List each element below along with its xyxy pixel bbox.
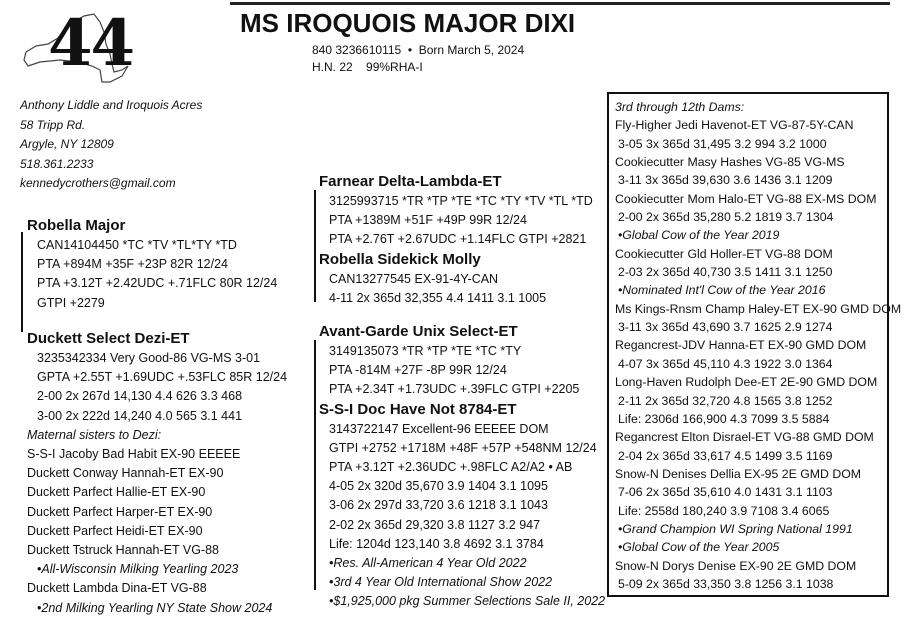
ancestor-dam-name: Regancrest Elton Disrael-ET VG-88 GMD DOM <box>615 430 874 445</box>
ancestor-dam-name: Regancrest-JDV Hanna-ET EX-90 GMD DOM <box>615 338 867 353</box>
extended-dams-list <box>615 98 901 593</box>
ancestor-dam-name: Snow-N Dorys Denise EX-90 2E GMD DOM <box>615 558 857 573</box>
dam-dam-line: Life: 1204d 123,140 3.8 4692 3.1 3784 <box>329 536 544 551</box>
dam-line: GPTA +2.55T +1.69UDC +.53FLC 85R 12/24 <box>37 370 288 385</box>
ancestor-dam-record: 3-11 3x 365d 39,630 3.6 1436 3.1 1209 <box>618 173 833 188</box>
sire-line: GTPI +2279 <box>37 295 105 310</box>
dam-name: Duckett Select Dezi-ET <box>27 330 190 347</box>
ancestor-dam-record: 4-07 3x 365d 45,110 4.3 1922 3.0 1364 <box>618 356 833 371</box>
sire-name: Robella Major <box>27 217 126 234</box>
consignor-street: 58 Tripp Rd. <box>20 117 86 132</box>
animal-name-title: MS IROQUOIS MAJOR DIXI <box>240 8 576 38</box>
sire-block <box>27 216 277 313</box>
ancestor-dam-record: 2-00 2x 365d 35,280 5.2 1819 3.7 1304 <box>618 210 834 225</box>
ancestor-dam-note: •Nominated Int'l Cow of the Year 2016 <box>618 283 826 298</box>
consignor-info <box>20 96 202 194</box>
dam-sire-line: PTA +2.34T +1.73UDC +.39FLC GTPI +2205 <box>329 382 580 397</box>
sire-line: CAN14104450 *TC *TV *TL*TY *TD <box>37 238 237 252</box>
ancestor-dam-record: 2-11 2x 365d 32,720 4.8 1565 3.8 1252 <box>618 393 833 408</box>
extended-dams-heading: 3rd through 12th Dams: <box>615 100 745 114</box>
sire-sire-line: PTA +2.76T +2.67UDC +1.14FLC GTPI +2821 <box>329 232 587 247</box>
sire-sire-bracket <box>314 190 316 302</box>
ancestor-dam-record: 5-09 2x 365d 33,350 3.8 1256 3.1 1038 <box>618 576 834 591</box>
maternal-sister: Duckett Lambda Dina-ET VG-88 <box>27 581 207 596</box>
top-rule <box>230 2 890 5</box>
ancestor-dam-note: •Global Cow of the Year 2005 <box>618 540 780 555</box>
ancestor-dam-record: 3-05 3x 365d 31,495 3.2 994 3.2 1000 <box>618 136 827 151</box>
sire-dam-name: Robella Sidekick Molly <box>319 250 481 268</box>
maternal-sister: S-S-I Jacoby Bad Habit EX-90 EEEEE <box>27 447 241 462</box>
sire-dam-line: 4-11 2x 365d 32,355 4.4 1411 3.1 1005 <box>329 290 547 305</box>
dam-dam-line: 2-02 2x 365d 29,320 3.8 1127 3.2 947 <box>329 517 541 532</box>
ancestor-dam-record: 3-11 3x 365d 43,690 3.7 1625 2.9 1274 <box>618 320 833 335</box>
consignor-name: Anthony Liddle and Iroquois Acres <box>20 98 203 112</box>
ancestor-dam-name: Ms Kings-Rnsm Champ Haley-ET EX-90 GMD DOM <box>615 301 902 316</box>
dam-sire-block <box>319 322 605 612</box>
rha-percent: 99%RHA-I <box>366 60 423 74</box>
lot-number: 44 <box>48 6 134 81</box>
ancestor-dam-name: Cookiecutter Masy Hashes VG-85 VG-MS <box>615 155 845 170</box>
ancestor-dam-record: 2-04 2x 365d 33,617 4.5 1499 3.5 1169 <box>618 448 833 463</box>
dam-sire-name: Avant-Garde Unix Select-ET <box>319 323 518 340</box>
sister-note: •All-Wisconsin Milking Yearling 2023 <box>37 562 239 577</box>
sister-note: •2nd Milking Yearling NY State Show 2024 <box>37 600 273 615</box>
dam-line: 3235342334 Very Good-86 VG-MS 3-01 <box>37 351 261 365</box>
dam-block <box>27 329 287 618</box>
ancestor-dam-name: Snow-N Denises Dellia EX-95 2E GMD DOM <box>615 466 862 481</box>
maternal-sisters-label: Maternal sisters to Dezi: <box>27 427 162 442</box>
sire-sire-block <box>319 172 593 308</box>
dam-dam-line: GTPI +2752 +1718M +48F +57P +548NM 12/24 <box>329 440 597 455</box>
sire-line: PTA +3.12T +2.42UDC +.71FLC 80R 12/24 <box>37 276 278 291</box>
dam-line: 2-00 2x 267d 14,130 4.4 626 3.3 468 <box>37 389 243 404</box>
sire-sire-line: PTA +1389M +51F +49P 99R 12/24 <box>329 213 527 228</box>
ancestor-dam-name: Cookiecutter Mom Halo-ET VG-88 EX-MS DOM <box>615 191 877 206</box>
maternal-sister: Duckett Parfect Harper-ET EX-90 <box>27 504 213 519</box>
sire-sire-line: 3125993715 *TR *TP *TE *TC *TY *TV *TL *TD <box>329 194 593 208</box>
ancestor-dam-record: Life: 2306d 166,900 4.3 7099 3.5 5884 <box>618 411 830 426</box>
registration-block: 840 3236610115 • Born March 5, 2024 H.N. 22 99%RHA-I <box>312 43 525 74</box>
ancestor-dam-name: Cookiecutter Gld Holler-ET VG-88 DOM <box>615 246 833 261</box>
dam-sire-line: 3149135073 *TR *TP *TE *TC *TY <box>329 344 522 358</box>
dam-dam-line: PTA +3.12T +2.36UDC +.98FLC A2/A2 • AB <box>329 460 573 475</box>
ancestor-dam-name: Fly-Higher Jedi Havenot-ET VG-87-5Y-CAN <box>615 118 854 133</box>
dam-dam-line: 3-06 2x 297d 33,720 3.6 1218 3.1 1043 <box>329 498 548 513</box>
maternal-sister: Duckett Tstruck Hannah-ET VG-88 <box>27 543 219 558</box>
dam-line: 3-00 2x 222d 14,240 4.0 565 3.1 441 <box>37 408 243 423</box>
sire-sire-name: Farnear Delta-Lambda-ET <box>319 173 502 190</box>
registration-number: 840 3236610115 <box>312 43 402 57</box>
ancestor-dam-name: Long-Haven Rudolph Dee-ET 2E-90 GMD DOM <box>615 375 878 390</box>
dam-dam-name: S-S-I Doc Have Not 8784-ET <box>319 400 517 418</box>
dam-dam-note: •Res. All-American 4 Year Old 2022 <box>329 556 527 571</box>
maternal-sister: Duckett Parfect Hallie-ET EX-90 <box>27 485 206 500</box>
dam-dam-line: 3143722147 Excellent-96 EEEEE DOM <box>329 421 549 436</box>
dam-dam-note: •$1,925,000 pkg Summer Selections Sale II, 2022 <box>329 594 606 609</box>
consignor-city: Argyle, NY 12809 <box>20 137 114 151</box>
dam-dam-line: 4-05 2x 320d 35,670 3.9 1404 3.1 1095 <box>329 479 548 494</box>
dam-sire-line: PTA -814M +27F -8P 99R 12/24 <box>329 363 507 378</box>
birth-date: Born March 5, 2024 <box>418 43 525 57</box>
ancestor-dam-record: 7-06 2x 365d 35,610 4.0 1431 3.1 1103 <box>618 485 833 500</box>
maternal-sister: Duckett Parfect Heidi-ET EX-90 <box>27 523 203 538</box>
dam-sire-bracket <box>314 340 316 590</box>
sire-dam-line: CAN13277545 EX-91-4Y-CAN <box>329 271 499 286</box>
sire-line: PTA +894M +35F +23P 82R 12/24 <box>37 257 228 272</box>
ancestor-dam-record: 2-03 2x 365d 40,730 3.5 1411 3.1 1250 <box>618 265 833 280</box>
sire-bracket <box>21 232 23 332</box>
maternal-sister: Duckett Conway Hannah-ET EX-90 <box>27 466 224 481</box>
consignor-phone: 518.361.2233 <box>20 156 94 171</box>
herd-number: H.N. 22 <box>312 60 353 74</box>
ancestor-dam-record: Life: 2558d 180,240 3.9 7108 3.4 6065 <box>618 503 830 518</box>
dam-dam-note: •3rd 4 Year Old International Show 2022 <box>329 575 553 590</box>
ancestor-dam-note: •Global Cow of the Year 2019 <box>618 228 780 243</box>
ancestor-dam-note: •Grand Champion WI Spring National 1991 <box>618 521 853 536</box>
consignor-email[interactable]: kennedycrothers@gmail.com <box>20 176 176 190</box>
